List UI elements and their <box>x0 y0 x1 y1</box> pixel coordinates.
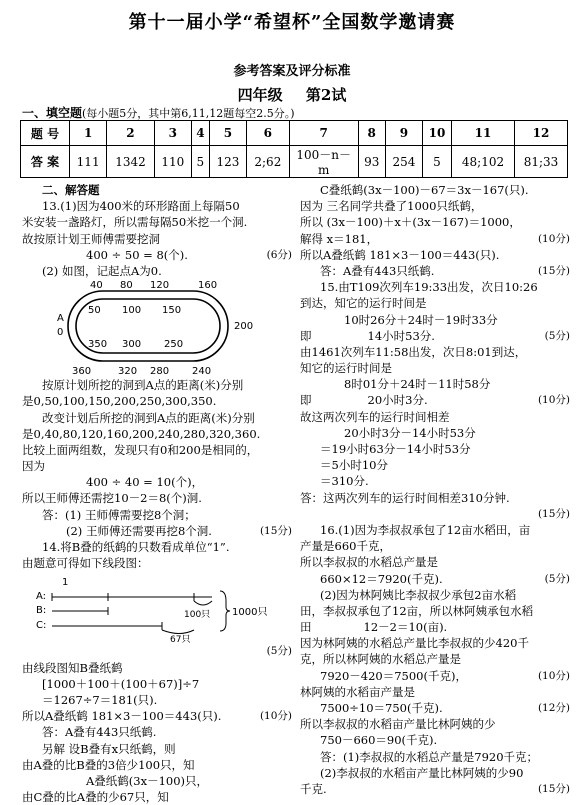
segment-total-label: 1000只 <box>232 607 268 619</box>
equation: 750－660＝90(千克). <box>320 733 438 748</box>
score: (10分) <box>537 669 570 682</box>
table-cell: 100－n－m <box>289 146 358 178</box>
section-label: 一、填空题 <box>22 106 83 120</box>
bottom-label: 320 <box>118 366 138 378</box>
inner-top-label: 150 <box>162 305 182 317</box>
top-label: 160 <box>198 280 218 292</box>
text-line: 另解 设B叠有x只纸鹤，则 <box>42 741 176 756</box>
text-line <box>300 328 570 344</box>
score: (5分) <box>266 645 292 658</box>
text: 即 <box>300 393 312 408</box>
inner-top-label: 100 <box>122 305 142 317</box>
table-cell: 6 <box>247 121 290 146</box>
equation: 660×12＝7920(千克). <box>320 571 443 586</box>
text-line: 所以 (3x－100)＋x＋(3x－167)＝1000， <box>300 215 521 230</box>
segment-100-label: 100只 <box>184 610 211 621</box>
segment-a-label: A: <box>36 591 47 603</box>
inner-top-label: 50 <box>88 305 101 317</box>
equation: ＝19小时63分－14小时53分 <box>320 442 471 456</box>
text-line: C叠纸鹤(3x－100)－67＝3x－167(只). <box>320 183 529 197</box>
score: (10分) <box>259 710 292 723</box>
segment-b-label: B: <box>36 605 47 617</box>
score: (10分) <box>537 232 570 245</box>
answer-line: 答：A叠有443只纸鹤. <box>42 725 157 740</box>
inner-bottom-label: 300 <box>122 339 142 351</box>
right-label: 200 <box>234 321 254 333</box>
equation: 14小时53分. <box>367 328 435 343</box>
table-cell: 5 <box>423 146 452 178</box>
score: (5分) <box>544 572 570 585</box>
text-line: 到达，知它的运行时间是 <box>300 296 427 311</box>
text-line: 15.由T109次列车19:33出发，次日10:26 <box>320 280 538 295</box>
text-line: 产量是660千克， <box>300 539 391 554</box>
text-line: 因为 三名同学共叠了1000只纸鹤， <box>300 199 483 214</box>
equation: [1000＋100＋(100＋67)]÷7 <box>42 676 200 691</box>
score-line <box>300 506 570 522</box>
text-line: 由A叠的比B叠的3倍少100只，知 <box>22 757 195 772</box>
zero-label: 0 <box>57 327 64 339</box>
text-line: A叠纸鹤(3x－100)只， <box>86 773 209 788</box>
table-cell: 111 <box>70 146 107 178</box>
text-line: 米安装一盏路灯，所以需每隔50米挖一个洞. <box>22 215 248 230</box>
page-title: 第十一届小学“希望杯”全国数学邀请赛 <box>128 12 456 33</box>
table-cell: 3 <box>154 121 191 146</box>
table-row <box>21 146 568 178</box>
text-line: 是0,50,100,150,200,250,300,350. <box>22 394 217 409</box>
text-line: 14.将B叠的纸鹤的只数看成单位“1”. <box>42 540 230 554</box>
equation: 解得 x＝181， <box>300 231 379 246</box>
text-line: 田，李叔叔承包了12亩，所以林阿姨承包水稻 <box>300 603 534 618</box>
answer-line: 答：(1)李叔叔的水稻总产量是7920千克； <box>320 749 539 764</box>
table-cell: 4 <box>191 121 209 146</box>
table-cell: 5 <box>191 146 209 178</box>
table-cell: 12 <box>515 121 568 146</box>
bottom-label: 240 <box>192 366 212 378</box>
text-line: 知它的运行时间是 <box>300 361 392 376</box>
bottom-label: 360 <box>72 366 92 378</box>
text-line: 故按原计划王师傅需要挖洞 <box>22 231 160 246</box>
answer-line <box>300 263 570 279</box>
table-cell: 8 <box>358 121 385 146</box>
text-line: (2)因为林阿姨比李叔叔少承包2亩水稻 <box>320 587 517 602</box>
answer-line <box>22 523 292 539</box>
section-note: (每小题5分，其中第6,11,12题每空2.5分。) <box>82 107 295 120</box>
table-header: 题 号 <box>21 121 70 146</box>
table-cell: 48;102 <box>451 146 514 178</box>
track-diagram <box>22 279 292 377</box>
score: (5分) <box>544 329 570 342</box>
answer-line: 答：(1) 王师傅需要挖8个洞； <box>42 507 196 522</box>
table-header: 答 案 <box>21 146 70 178</box>
score-line <box>22 643 292 659</box>
text: 田 <box>300 620 312 635</box>
answer-table <box>20 120 568 178</box>
equation: 所以A叠纸鹤 181×3－100＝443(只). <box>22 709 222 724</box>
table-cell: 10 <box>423 121 452 146</box>
grade-heading <box>0 84 584 105</box>
bottom-label: 280 <box>150 366 170 378</box>
table-cell: 254 <box>385 146 422 178</box>
equation: 400 ÷ 40 = 10(个)， <box>86 475 204 490</box>
grade-label: 四年级 <box>237 86 283 104</box>
answer-line <box>300 781 570 797</box>
score: (10分) <box>537 394 570 407</box>
table-cell: 1342 <box>107 146 154 178</box>
left-column <box>22 182 292 805</box>
score: (6分) <box>266 248 292 261</box>
equation: 400 ÷ 50 = 8(个). <box>86 247 188 262</box>
segment-one-label: 1 <box>62 577 69 589</box>
text-line: 因为林阿姨的水稻总产量比李叔叔的少420千 <box>300 636 529 651</box>
equation: ＝5小时10分 <box>320 458 388 473</box>
text-line: 是0,40,80,120,160,200,240,280,320,360. <box>22 426 261 441</box>
segment-figure <box>22 571 292 643</box>
text-line <box>300 571 570 587</box>
text-line: 所以李叔叔的水稻亩产量比林阿姨的少 <box>300 717 496 732</box>
text-line: 改变计划后所挖的洞到A点的距离(米)分别 <box>42 410 255 425</box>
score: (15分) <box>537 782 570 795</box>
text-line: 林阿姨的水稻亩产量是 <box>300 684 415 699</box>
answer-text: 答：A叠有443只纸鹤. <box>320 263 435 278</box>
score: (15分) <box>259 524 292 537</box>
table-row <box>21 121 568 146</box>
score: (12分) <box>537 702 570 714</box>
inner-bottom-label: 350 <box>88 339 108 351</box>
top-label: 80 <box>120 280 133 292</box>
table-cell: 9 <box>385 121 422 146</box>
point-a-label: A <box>57 313 64 325</box>
answer-line: 答：这两次列车的运行时间相差310分钟. <box>300 490 510 505</box>
segment-67-label: 67只 <box>170 635 191 644</box>
text-line: 故这两次列车的运行时间相差 <box>300 409 450 424</box>
answer-text: (2) 王师傅还需要再挖8个洞. <box>66 523 212 538</box>
text-line: 所以王师傅还需挖10－2＝8(个)洞. <box>22 491 202 506</box>
equation-line <box>22 708 292 724</box>
text-line <box>300 231 570 247</box>
track-figure <box>22 279 292 377</box>
table-cell: 7 <box>289 121 358 146</box>
text-line: 由题意可得如下线段图： <box>22 556 149 571</box>
table-cell: 5 <box>209 121 246 146</box>
text-line <box>300 392 570 408</box>
equation: 7920－420＝7500(千克)， <box>320 668 467 683</box>
text-line: 所以A叠纸鹤 181×3－100＝443(只). <box>300 247 500 262</box>
table-cell: 81;33 <box>515 146 568 178</box>
text-line: 由1461次列车11:58出发，次日8:01到达， <box>300 344 527 359</box>
text-line: 由C叠的比A叠的少67只，知 <box>22 790 169 805</box>
equation-line <box>22 247 292 263</box>
table-cell: 110 <box>154 146 191 178</box>
text-line: 由线段图知B叠纸鹤 <box>22 660 123 675</box>
segment-c-label: C: <box>36 620 47 632</box>
equation: ＝1267÷7＝181(只). <box>42 692 158 707</box>
section-heading <box>22 104 295 121</box>
brace-100 <box>194 601 212 605</box>
text-line <box>300 619 570 635</box>
table-cell: 2 <box>107 121 154 146</box>
table-cell: 11 <box>451 121 514 146</box>
text-line <box>300 668 570 684</box>
equation: ＝310分. <box>320 474 369 489</box>
table-cell: 2;62 <box>247 146 290 178</box>
text-line <box>300 700 570 716</box>
table-cell: 1 <box>70 121 107 146</box>
text: 即 <box>300 328 312 343</box>
text-line: 13.(1)因为400米的环形路面上每隔50 <box>42 199 240 214</box>
section-heading: 二、解答题 <box>42 183 100 197</box>
text-line: 因为 <box>22 459 45 474</box>
top-label: 40 <box>90 280 103 292</box>
score: (15分) <box>537 507 570 520</box>
equation: 20小时3分. <box>367 393 428 408</box>
page-subtitle: 参考答案及评分标准 <box>233 64 351 79</box>
equation: 8时01分＋24时－11时58分 <box>344 377 491 392</box>
table-cell: 93 <box>358 146 385 178</box>
table-cell: 123 <box>209 146 246 178</box>
answer-text: 千克. <box>300 781 327 796</box>
text-line: 克，所以林阿姨的水稻总产量是 <box>300 652 461 667</box>
text-line: 16.(1)因为李叔叔承包了12亩水稻田，亩 <box>320 522 531 537</box>
text-line: 所以李叔叔的水稻总产量是 <box>300 555 438 570</box>
text-line: 比较上面两组数，发现只有0和200是相同的， <box>22 442 259 457</box>
text-line: (2) 如图，记起点A为0. <box>42 263 162 278</box>
equation: 20小时3分－14小时53分 <box>344 425 476 440</box>
text-line: 按原计划所挖的洞到A点的距离(米)分别 <box>42 378 244 393</box>
answer-line: (2)李叔叔的水稻亩产量比林阿姨的少90 <box>320 765 524 780</box>
test-label: 第2试 <box>305 86 347 104</box>
equation: 12－2＝10(亩). <box>363 620 448 635</box>
inner-bottom-label: 250 <box>164 339 184 351</box>
brace-67 <box>162 630 194 634</box>
right-column <box>300 182 570 797</box>
brace-total <box>220 591 230 631</box>
top-label: 120 <box>150 280 170 292</box>
equation: 7500÷10＝750(千克). <box>320 701 443 715</box>
segment-diagram <box>22 571 292 643</box>
score: (15分) <box>537 264 570 277</box>
equation: 10时26分＋24时－19时33分 <box>344 312 498 327</box>
